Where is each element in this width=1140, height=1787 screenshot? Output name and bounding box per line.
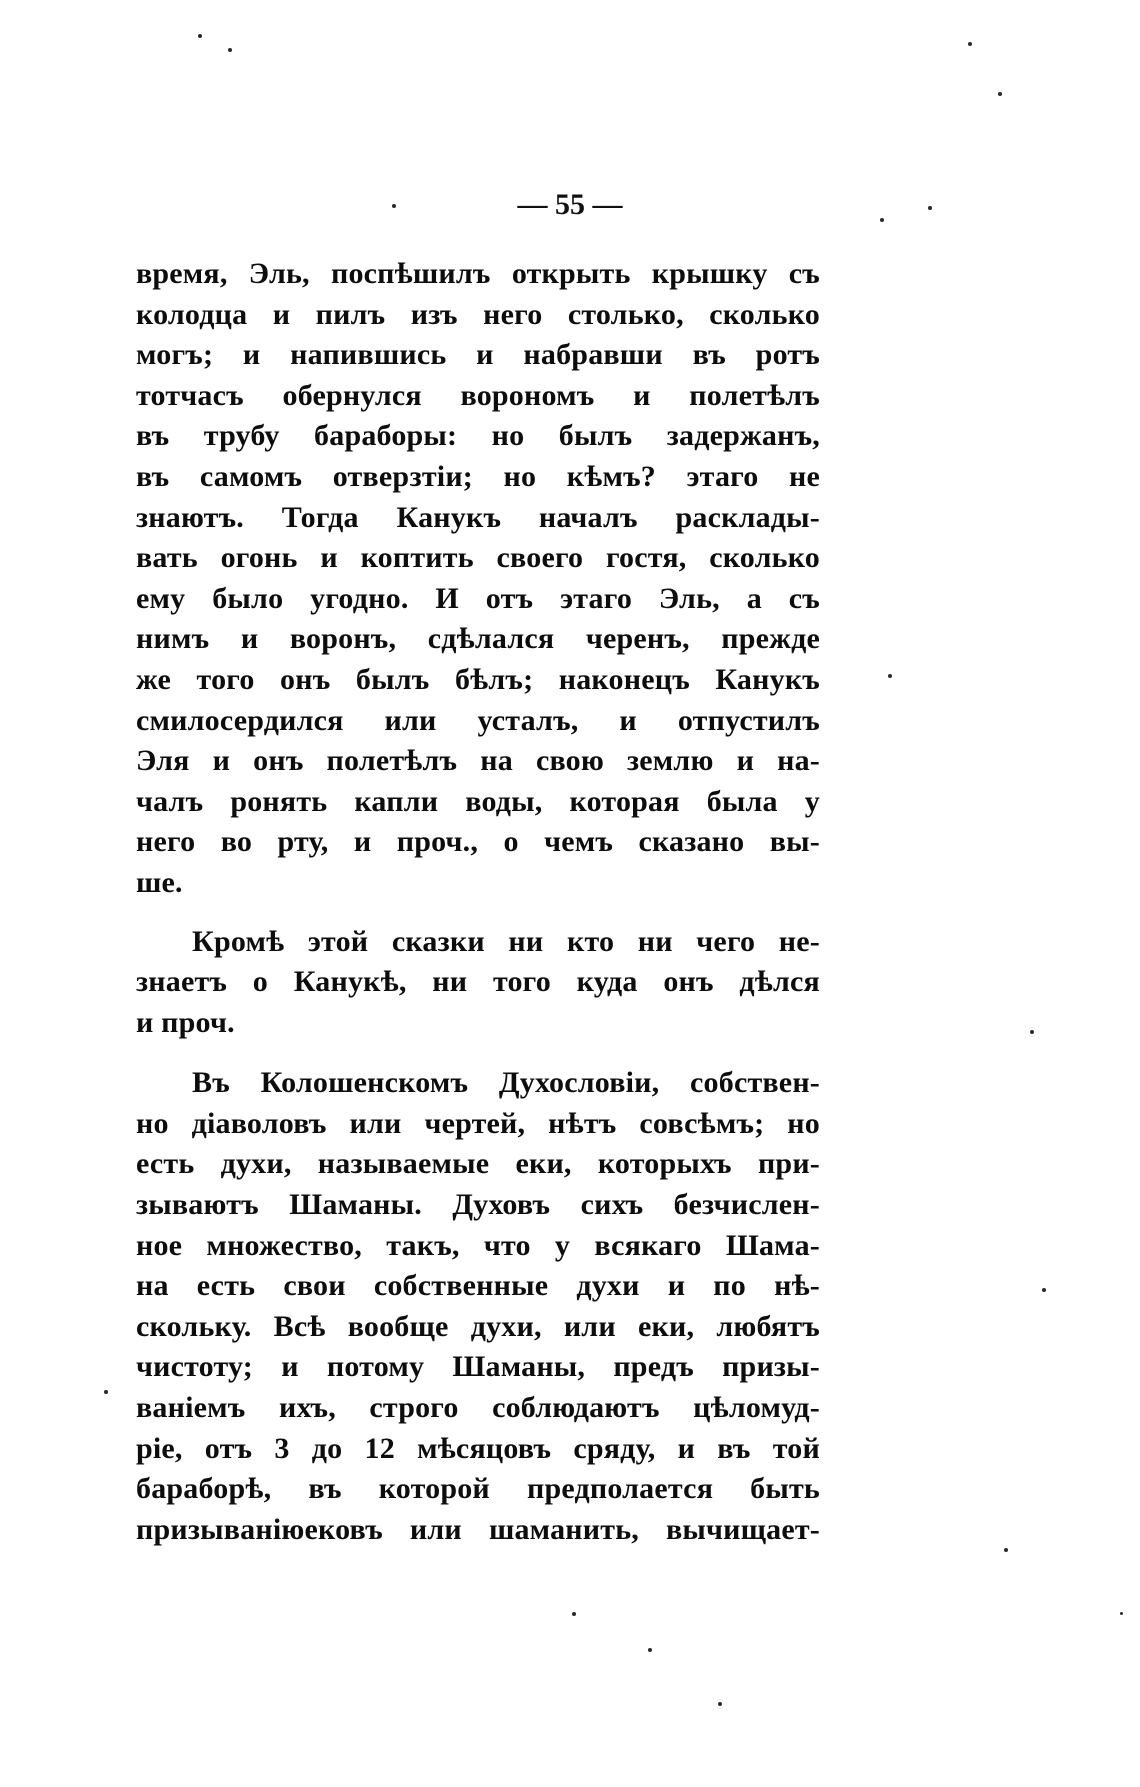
scan-speck	[104, 1390, 108, 1394]
paragraph-1	[136, 254, 820, 904]
scan-speck	[198, 34, 202, 38]
text-line: ваніемъ ихъ, строго соблюдаютъ цѣломуд-	[136, 1391, 820, 1425]
text-line: нимъ и воронъ, сдѣлался черенъ, прежде	[136, 622, 820, 656]
text-line: него во рту, и проч., о чемъ сказано вы-	[136, 825, 820, 859]
text-line: ше.	[136, 865, 183, 899]
text-line: ное множество, такъ, что у всякаго Шама-	[136, 1228, 820, 1262]
body-text	[136, 254, 820, 1550]
text-line: въ трубу бараборы: но былъ задержанъ,	[136, 419, 820, 453]
text-line: чалъ ронять капли воды, которая была у	[136, 784, 820, 818]
text-line: время, Эль, поспѣшилъ открыть крышку съ	[136, 257, 820, 290]
scan-speck	[718, 1702, 722, 1706]
text-line: Въ Колошенскомъ Духословіи, собствен-	[192, 1066, 820, 1100]
text-line: колодца и пилъ изъ него столько, сколько	[136, 297, 820, 331]
text-line: призываніюековъ или шаманить, вычищает-	[136, 1512, 820, 1546]
paragraph-2	[136, 922, 820, 1044]
text-line: зываютъ Шаманы. Духовъ сихъ безчислен-	[136, 1188, 820, 1222]
text-line: же того онъ былъ бѣлъ; наконецъ Канукъ	[136, 662, 820, 696]
text-line: знаетъ о Канукѣ, ни того куда онъ дѣлся	[136, 965, 820, 999]
text-line: знаютъ. Тогда Канукъ началъ расклады-	[136, 500, 820, 534]
scan-speck	[888, 674, 892, 678]
scan-speck	[880, 218, 884, 222]
scan-speck	[648, 1648, 652, 1652]
scan-speck	[968, 42, 972, 46]
text-line: на есть свои собственные духи и по нѣ-	[136, 1269, 820, 1303]
text-line: ему было угодно. И отъ этаго Эль, а съ	[136, 581, 820, 615]
text-line: Кромѣ этой сказки ни кто ни чего не-	[192, 924, 820, 958]
scan-speck	[1030, 1030, 1034, 1034]
text-line: смилосердился или усталъ, и отпустилъ	[136, 703, 820, 737]
scan-speck	[1004, 1548, 1008, 1552]
text-line: скольку. Всѣ вообще духи, или еки, любятъ	[136, 1309, 820, 1343]
scan-speck	[572, 1612, 576, 1616]
text-line: въ самомъ отверзтіи; но кѣмъ? этаго не	[136, 459, 820, 493]
scan-speck	[228, 48, 232, 52]
paragraph-3	[136, 1063, 820, 1550]
scan-speck	[1042, 1288, 1046, 1292]
text-line: вать огонь и коптить своего гостя, сколько	[136, 541, 820, 575]
text-line: есть духи, называемые еки, которыхъ при-	[136, 1147, 820, 1181]
text-line: тотчасъ обернулся ворономъ и полетѣлъ	[136, 378, 820, 412]
text-line: бараборѣ, въ которой предполается быть	[136, 1472, 820, 1506]
scan-speck	[998, 92, 1002, 96]
page-number: — 55 —	[517, 188, 623, 221]
text-line: могъ; и напившись и набравши въ ротъ	[136, 338, 820, 372]
text-line: чистоту; и потому Шаманы, предъ призы-	[136, 1350, 820, 1384]
scan-speck	[1120, 1612, 1123, 1615]
text-line: и проч.	[136, 1005, 235, 1039]
text-line: Эля и онъ полетѣлъ на свою землю и на-	[136, 744, 820, 778]
scan-speck	[928, 206, 932, 210]
scan-speck	[392, 204, 396, 208]
text-line: но діаволовъ или чертей, нѣтъ совсѣмъ; но	[136, 1106, 820, 1140]
text-line: ріе, отъ 3 до 12 мѣсяцовъ сряду, и въ той	[136, 1431, 820, 1465]
